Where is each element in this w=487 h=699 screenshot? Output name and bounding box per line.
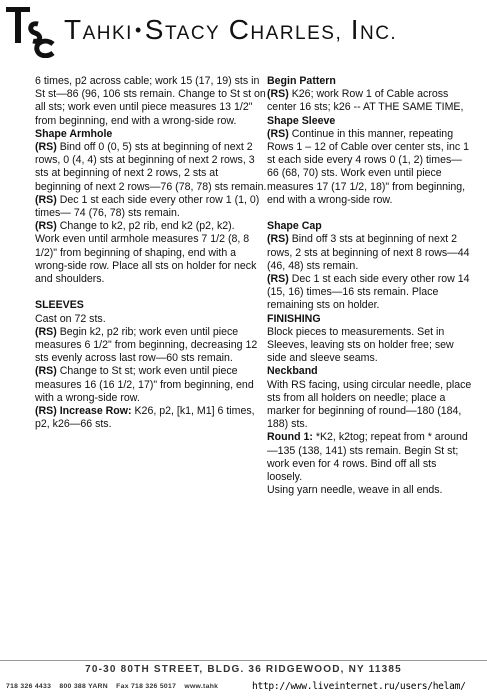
bold-label: Shape Sleeve [267, 114, 336, 127]
bold-label: (RS) [267, 273, 289, 286]
tahki-stacy-charles-logo [4, 4, 56, 58]
bold-label: Shape Armhole [35, 127, 113, 140]
instruction-paragraph [267, 326, 472, 366]
bold-label: (RS) [267, 127, 289, 140]
section-heading [267, 220, 472, 233]
instruction-paragraph [267, 233, 472, 273]
instruction-text: Cast on 72 sts. [35, 312, 106, 325]
section-heading [35, 128, 267, 141]
instruction-text: Continue in this manner, repeating Rows 1 – 12 of Cable over center sts, inc 1 st each side every 4 rows 0 (1, 2) times—66 (68, 70) sts. Work even until piece measures 17 (17 1/2, 18)" from beginning, end with a wrong-side row. [267, 127, 469, 206]
section-heading [267, 115, 472, 128]
instruction-paragraph [35, 365, 267, 405]
instruction-paragraph [267, 128, 472, 207]
instruction-text: Work even until armhole measures 7 1/2 (8, 8 1/2)" from beginning of shaping, end with a wrong-side row. Place all sts on holder for neck and shoulders. [35, 233, 257, 286]
company-name: TAHKI •STACY CHARLES, INC. [64, 14, 398, 45]
instruction-text: Begin k2, p2 rib; work even until piece measures 6 1/2" from beginning, decreasing 12 sts evenly across last row—60 sts remain. [35, 325, 258, 365]
right-column [267, 75, 472, 497]
yarn-phone: 800 388 YARN [59, 683, 108, 690]
instruction-paragraph [35, 75, 267, 128]
bold-label: (RS) [35, 141, 57, 154]
footer-contacts [6, 683, 224, 690]
instruction-text: K26; work Row 1 of Cable across center 16 sts; k26 -- AT THE SAME TIME, [267, 88, 464, 114]
instruction-text: Change to k2, p2 rib, end k2 (p2, k2). [56, 220, 235, 233]
bold-label: (RS) [35, 193, 57, 206]
watermark-url: http://www.liveinternet.ru/users/helam/ [252, 681, 466, 692]
instruction-text: Bind off 0 (0, 5) sts at beginning of next 2 rows, 0 (4, 4) sts at beginning of next 2 rows, 3 sts at beginning of next 2 rows, 2 sts at beginning of next 2 rows—76 (78, 78) sts remain. [35, 141, 267, 193]
instruction-text: *K2, k2tog; repeat from * around—135 (138, 141) sts remain. Begin St st; work even for 4 rows. Bind off all sts loosely. [267, 431, 468, 484]
website[interactable]: www.tahk [184, 683, 219, 690]
instruction-text: Dec 1 st each side every other row 14 (15, 16) times—16 sts remain. Place remaining sts on holder. [267, 273, 470, 312]
instruction-text: Change to St st; work even until piece measures 16 (16 1/2, 17)" from beginning, end with a wrong-side row. [35, 365, 254, 404]
instruction-text: Bind off 3 sts at beginning of next 2 rows, 2 sts at beginning of next 8 rows—44 (46, 48) sts remain. [267, 233, 470, 272]
footer-address: 70-30 80TH STREET, BLDG. 36 RIDGEWOOD, NY 11385 [85, 664, 402, 675]
bold-label: (RS) [35, 325, 57, 338]
instruction-text: Block pieces to measurements. Set in Sleeves, leaving sts on holder free; sew side and sleeve seams. [267, 325, 454, 365]
paragraph-gap [267, 207, 472, 220]
bold-label: Shape Cap [267, 220, 322, 233]
instruction-paragraph [35, 141, 267, 194]
instruction-text: 6 times, p2 across cable; work 15 (17, 19) sts in St st—86 (96, 106 sts remain. Change to St st on all sts; work even until piece measures 13 1/2" from beginning, end with a wrong-side row. [35, 75, 266, 127]
instruction-paragraph [35, 194, 267, 220]
instruction-text: Dec 1 st each side every other row 1 (1, 0) times— 74 (76, 78) sts remain. [35, 193, 260, 220]
bold-label: (RS) [267, 88, 289, 101]
footer-divider [0, 660, 487, 661]
fax-number: Fax 718 326 5017 [116, 683, 177, 690]
instruction-paragraph [35, 326, 267, 366]
section-heading [35, 299, 267, 312]
instruction-paragraph [267, 88, 472, 114]
instruction-paragraph [267, 431, 472, 484]
instruction-text: Using yarn needle, weave in all ends. [267, 484, 443, 497]
section-heading [267, 365, 472, 378]
section-heading [267, 313, 472, 326]
bold-label: (RS) [35, 220, 57, 233]
instruction-text: With RS facing, using circular needle, place sts from all holders on needle; place a marker for beginning of round—180 (184, 188) sts. [267, 378, 472, 431]
instruction-paragraph [267, 273, 472, 313]
left-column [35, 75, 267, 431]
phone-number: 718 326 4433 [6, 683, 52, 690]
page-header [0, 0, 487, 62]
bold-label: SLEEVES [35, 299, 84, 312]
instruction-paragraph [267, 379, 472, 432]
instruction-paragraph [35, 405, 267, 431]
bold-label: FINISHING [267, 312, 321, 325]
instruction-paragraph [35, 220, 267, 233]
bold-label: (RS) [35, 365, 57, 378]
instruction-paragraph [35, 233, 267, 286]
bold-label: Begin Pattern [267, 75, 336, 87]
section-heading [267, 75, 472, 88]
bold-label: Neckband [267, 365, 318, 378]
bold-label: Round 1: [267, 431, 313, 444]
instruction-paragraph [35, 313, 267, 326]
bold-label: (RS) Increase Row: [35, 405, 132, 418]
bold-label: (RS) [267, 233, 289, 246]
instruction-paragraph [267, 484, 472, 497]
instruction-text: K26, p2, [k1, M1] 6 times, p2, k26—66 sts. [35, 405, 255, 431]
paragraph-gap [35, 286, 267, 299]
